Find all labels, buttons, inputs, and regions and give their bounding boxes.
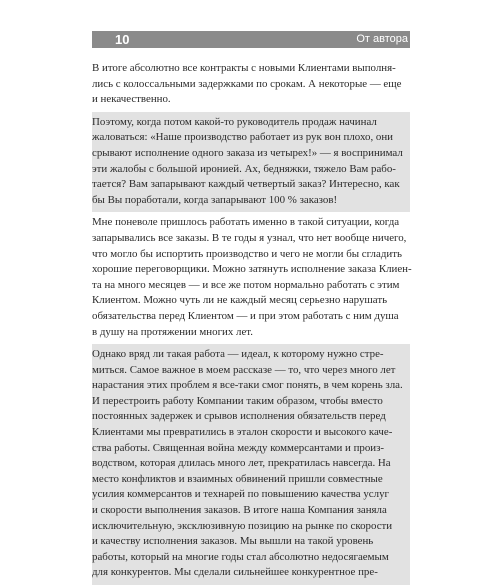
text-line: И перестроить работу Компании таким образом, чтобы вместо <box>92 394 383 407</box>
paragraph-4-highlighted <box>92 344 410 585</box>
body-text <box>92 58 410 585</box>
text-line: обязательства перед Клиентом — и при этом работать с ним душа <box>92 309 399 322</box>
text-line: водством, которая длилась много лет, прекратилась навсегда. На <box>92 457 391 470</box>
text-line: для конкурентов. Мы сделали сильнейшее конкурентное пре- <box>92 566 378 579</box>
text-line: срывают исполнение одного заказа из четырех!» — я воспринимал <box>92 146 403 159</box>
text-line: Мне поневоле пришлось работать именно в такой ситуации, когда <box>92 216 400 229</box>
text-line: В итоге абсолютно все контракты с новыми Клиентами выполня- <box>92 62 396 74</box>
text-line: та на много месяцев — и все же потом нормально работать с этим <box>92 278 400 291</box>
text-line: Клиентами мы превратились в эталон скорости и высокого каче- <box>92 426 393 439</box>
text-line: запарывались все заказы. В те годы я узнал, что нет вообще ничего, <box>92 231 407 244</box>
text-line: миться. Самое важное в моем рассказе — то, что через много лет <box>92 363 396 376</box>
text-line: ства работы. Священная война между коммерсантами и произ- <box>92 441 385 454</box>
text-line: Однако вряд ли такая работа — идеал, к которому нужно стре- <box>92 348 384 361</box>
text-line: хорошие переговорщики. Можно затянуть исполнение заказа Клиен- <box>92 263 412 276</box>
text-line: Клиентом. Можно чуть ли не каждый месяц серьезно нарушать <box>92 294 388 307</box>
page-number: 10 <box>115 32 130 47</box>
text-line: и некачественно. <box>92 93 171 106</box>
text-line: Поэтому, когда потом какой-то руководитель продаж начинал <box>92 115 377 128</box>
text-line: и скорости выполнения заказов. В итоге наша Компания заняла <box>92 504 387 517</box>
text-line: в душу на протяжении многих лет. <box>92 325 253 338</box>
paragraph-3 <box>92 212 410 344</box>
section-title: От автора <box>356 33 408 45</box>
text-line: исключительную, эксклюзивную позицию на рынке по скорости <box>92 519 393 532</box>
text-line: нарастания этих проблем я все-таки смог понять, в чем корень зла. <box>92 379 403 392</box>
text-line: бы Вы поработали, когда запарывают 100 % заказов! <box>92 193 338 206</box>
text-line: место конфликтов и взаимных обвинений пришли совместные <box>92 472 383 485</box>
text-line: и качеству исполнения заказов. Мы вышли на такой уровень <box>92 535 374 548</box>
text-line: усилия коммерсантов и технарей по повышению качества услуг <box>92 488 389 501</box>
text-line: работы, который на многие годы стал абсолютно недосягаемым <box>92 550 389 563</box>
text-line: постоянных задержек и срывов исполнения обязательств перед <box>92 410 386 423</box>
text-line: что могло бы испортить производство и чего не могли бы сгладить <box>92 247 402 260</box>
text-line: эти жалобы с большой иронией. Ах, бедняжки, тяжело Вам рабо- <box>92 162 396 175</box>
text-line: жаловаться: «Наше производство работает из рук вон плохо, они <box>92 131 394 144</box>
paragraph-2-highlighted <box>92 112 410 213</box>
text-line: лись с колоссальными задержками по срокам. А некоторые — еще <box>92 77 402 90</box>
paragraph-1 <box>92 58 410 112</box>
text-line: тается? Вам запарывают каждый четвертый заказ? Интересно, как <box>92 178 400 191</box>
